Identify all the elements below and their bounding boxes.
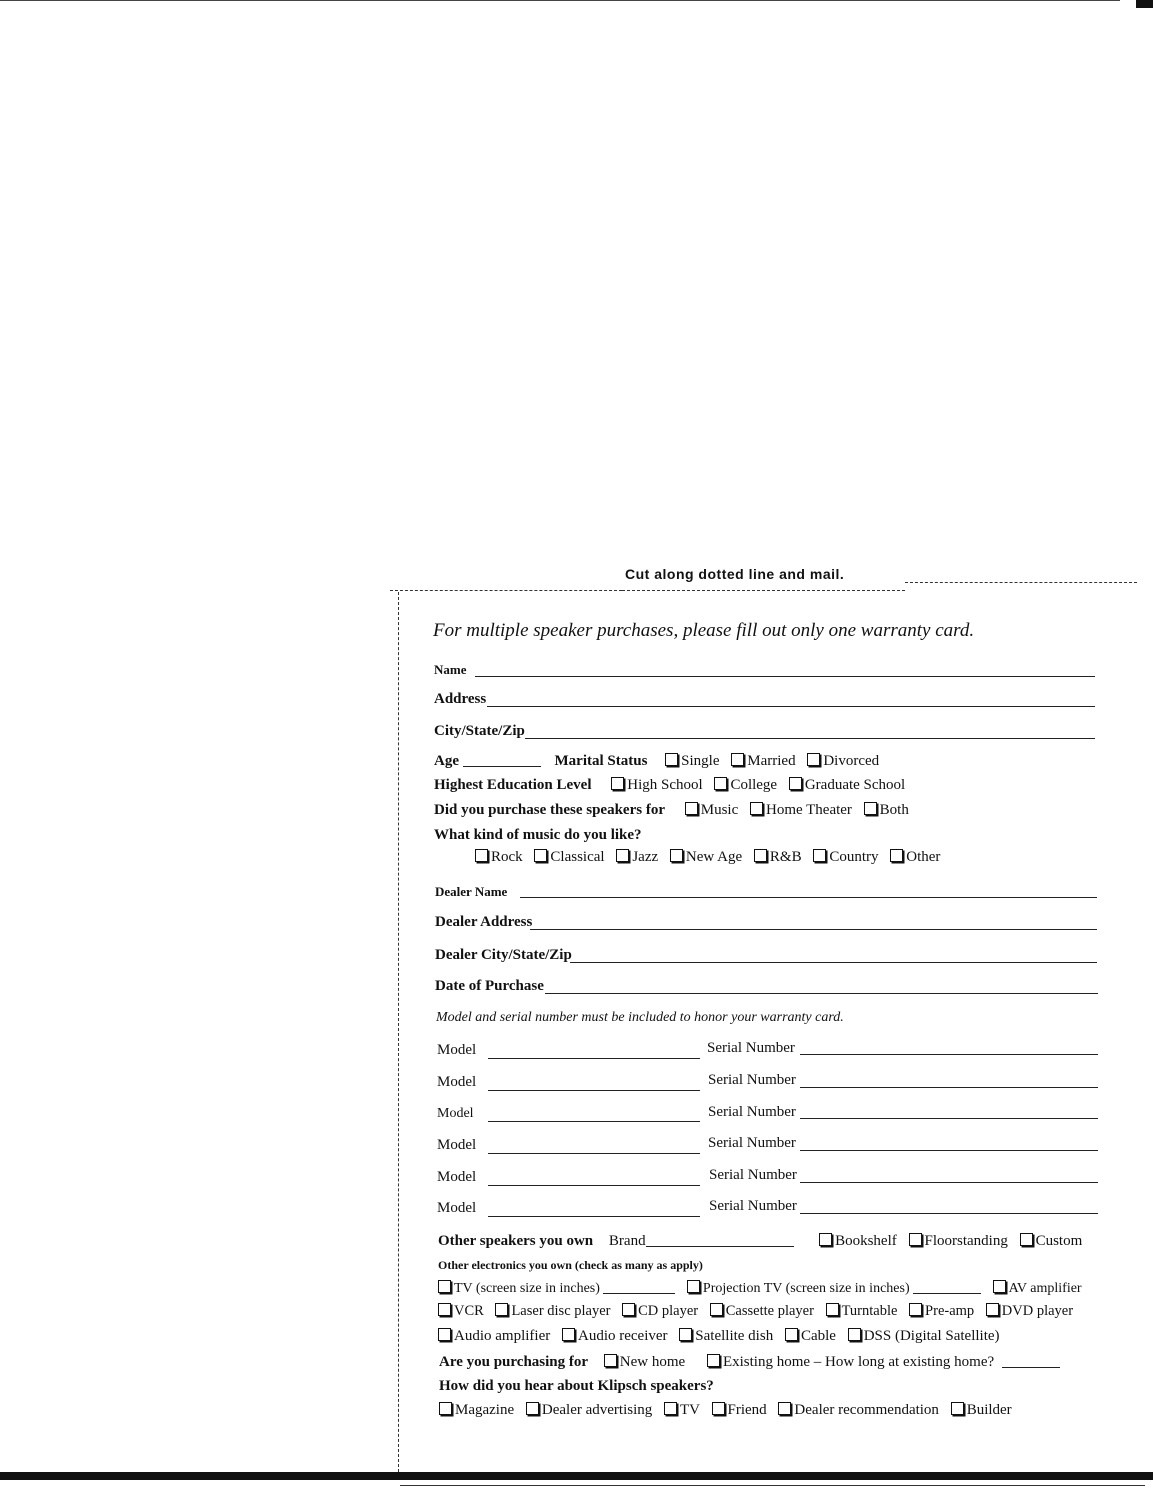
dealer-recommendation-label: Dealer recommendation	[794, 1402, 939, 1418]
city-label: City/State/Zip	[434, 723, 525, 739]
tv-checkbox[interactable]	[438, 1280, 451, 1293]
model-label-6: Model	[437, 1200, 477, 1216]
city-field[interactable]	[525, 738, 1095, 739]
serial-label-4: Serial Number	[708, 1135, 796, 1151]
pre-amp-label: Pre-amp	[925, 1303, 975, 1319]
cassette-label: Cassette player	[725, 1303, 814, 1319]
custom-label: Custom	[1035, 1233, 1083, 1249]
custom-checkbox[interactable]	[1020, 1233, 1033, 1246]
serial-label-5: Serial Number	[709, 1167, 797, 1183]
tv-label: TV (screen size in inches)	[454, 1281, 600, 1296]
friend-label: Friend	[727, 1402, 767, 1418]
top-edge-line	[0, 0, 1120, 1]
dealer-city-label: Dealer City/State/Zip	[435, 947, 572, 963]
vcr-checkbox[interactable]	[438, 1303, 451, 1316]
projection-size-field[interactable]	[913, 1279, 981, 1294]
existing-home-checkbox[interactable]	[707, 1354, 720, 1367]
tv-ad-label: TV	[680, 1402, 700, 1418]
dealer-advertising-label: Dealer advertising	[541, 1402, 653, 1418]
model-label-2: Model	[437, 1074, 477, 1090]
classical-label: Classical	[550, 849, 605, 865]
dvd-player-checkbox[interactable]	[986, 1303, 999, 1316]
model-field-5[interactable]	[488, 1185, 700, 1186]
pre-amp-checkbox[interactable]	[909, 1303, 922, 1316]
dss-label: DSS (Digital Satellite)	[863, 1328, 1000, 1344]
country-label: Country	[829, 849, 879, 865]
home-theater-checkbox[interactable]	[750, 802, 763, 815]
av-amplifier-checkbox[interactable]	[993, 1280, 1006, 1293]
high-school-label: High School	[627, 777, 703, 793]
dealer-recommendation-checkbox[interactable]	[778, 1402, 791, 1415]
name-field[interactable]	[475, 676, 1095, 677]
dvd-player-label: DVD player	[1001, 1303, 1074, 1319]
existing-home-field[interactable]	[1002, 1353, 1060, 1368]
serial-field-3[interactable]	[800, 1118, 1098, 1119]
other-speakers-row	[438, 1232, 1082, 1250]
new-age-label: New Age	[685, 849, 743, 865]
high-school-checkbox[interactable]	[611, 777, 624, 790]
tv-ad-checkbox[interactable]	[664, 1402, 677, 1415]
model-field-1[interactable]	[488, 1058, 700, 1059]
vcr-label: VCR	[454, 1303, 484, 1319]
music-label: Music	[700, 802, 739, 818]
address-label: Address	[434, 691, 487, 707]
model-label-3: Model	[437, 1106, 474, 1121]
hear-label: How did you hear about Klipsch speakers?	[439, 1378, 714, 1394]
purpose-label: Did you purchase these speakers for	[434, 802, 665, 818]
music-options-row	[475, 849, 940, 866]
av-amplifier-label: AV amplifier	[1008, 1281, 1082, 1296]
audio-amplifier-checkbox[interactable]	[438, 1328, 451, 1341]
address-field[interactable]	[487, 706, 1095, 707]
magazine-label: Magazine	[455, 1402, 515, 1418]
home-theater-label: Home Theater	[765, 802, 852, 818]
bookshelf-label: Bookshelf	[835, 1233, 897, 1249]
purchasing-row	[439, 1353, 1060, 1371]
audio-receiver-checkbox[interactable]	[562, 1328, 575, 1341]
laser-disc-label: Laser disc player	[511, 1303, 611, 1319]
brand-label: Brand	[608, 1233, 646, 1249]
purpose-row	[434, 802, 909, 819]
dealer-address-field[interactable]	[530, 929, 1097, 930]
serial-field-5[interactable]	[800, 1182, 1098, 1183]
new-age-checkbox[interactable]	[670, 849, 683, 862]
new-home-label: New home	[619, 1354, 686, 1370]
dealer-advertising-checkbox[interactable]	[526, 1402, 539, 1415]
serial-field-4[interactable]	[800, 1150, 1098, 1151]
rock-checkbox[interactable]	[475, 849, 488, 862]
magazine-checkbox[interactable]	[439, 1402, 452, 1415]
serial-field-1[interactable]	[800, 1054, 1098, 1055]
bottom-edge-bar	[0, 1472, 1153, 1480]
dss-checkbox[interactable]	[848, 1328, 861, 1341]
model-field-2[interactable]	[488, 1090, 700, 1091]
projection-tv-label: Projection TV (screen size in inches)	[702, 1281, 910, 1296]
serial-label-3: Serial Number	[708, 1104, 796, 1120]
age-marital-row	[434, 752, 879, 770]
dealer-name-field[interactable]	[520, 897, 1097, 898]
tv-size-field[interactable]	[603, 1279, 675, 1294]
form-heading: For multiple speaker purchases, please fill out only one warranty card.	[433, 620, 975, 641]
divorced-checkbox[interactable]	[807, 753, 820, 766]
bookshelf-checkbox[interactable]	[819, 1233, 832, 1246]
laser-disc-checkbox[interactable]	[495, 1303, 508, 1316]
both-checkbox[interactable]	[864, 802, 877, 815]
electronics-row-2	[438, 1303, 1073, 1320]
marital-label: Marital Status	[554, 753, 648, 769]
model-label-1: Model	[437, 1042, 477, 1058]
floorstanding-label: Floorstanding	[924, 1233, 1008, 1249]
married-checkbox[interactable]	[731, 753, 744, 766]
date-label: Date of Purchase	[435, 978, 544, 994]
rock-label: Rock	[491, 849, 523, 865]
corner-mark	[1136, 0, 1153, 8]
dealer-city-field[interactable]	[570, 962, 1097, 963]
audio-amplifier-label: Audio amplifier	[454, 1328, 551, 1344]
graduate-checkbox[interactable]	[789, 777, 802, 790]
rnb-label: R&B	[769, 849, 802, 865]
hear-options-row	[439, 1402, 1012, 1419]
dealer-address-label: Dealer Address	[435, 914, 533, 930]
classical-checkbox[interactable]	[534, 849, 547, 862]
serial-label-6: Serial Number	[709, 1198, 797, 1214]
friend-checkbox[interactable]	[712, 1402, 725, 1415]
builder-checkbox[interactable]	[951, 1402, 964, 1415]
new-home-checkbox[interactable]	[604, 1354, 617, 1367]
cable-checkbox[interactable]	[785, 1328, 798, 1341]
other-checkbox[interactable]	[890, 849, 903, 862]
electronics-label: Other electronics you own (check as many as apply)	[438, 1258, 703, 1272]
cut-dotted-line-top	[390, 590, 622, 591]
both-label: Both	[879, 802, 909, 818]
cd-player-label: CD player	[638, 1303, 699, 1319]
divorced-label: Divorced	[823, 753, 880, 769]
cd-player-checkbox[interactable]	[622, 1303, 635, 1316]
serial-field-6[interactable]	[800, 1213, 1098, 1214]
bottom-edge-line	[400, 1485, 1145, 1486]
age-field[interactable]	[463, 752, 541, 767]
rnb-checkbox[interactable]	[754, 849, 767, 862]
country-checkbox[interactable]	[813, 849, 826, 862]
model-note: Model and serial number must be included to honor your warranty card.	[436, 1010, 844, 1025]
music-checkbox[interactable]	[685, 802, 698, 815]
education-row	[434, 777, 905, 794]
model-label-5: Model	[437, 1169, 477, 1185]
serial-label-1: Serial Number	[707, 1040, 795, 1056]
satellite-dish-label: Satellite dish	[695, 1328, 774, 1344]
projection-tv-checkbox[interactable]	[687, 1280, 700, 1293]
jazz-checkbox[interactable]	[616, 849, 629, 862]
model-field-3[interactable]	[488, 1121, 700, 1122]
other-label: Other	[906, 849, 941, 865]
satellite-dish-checkbox[interactable]	[679, 1328, 692, 1341]
single-checkbox[interactable]	[665, 753, 678, 766]
model-label-4: Model	[437, 1137, 477, 1153]
college-label: College	[730, 777, 778, 793]
serial-field-2[interactable]	[800, 1087, 1098, 1088]
cable-label: Cable	[800, 1328, 836, 1344]
purchasing-label: Are you purchasing for	[439, 1354, 589, 1370]
date-field[interactable]	[545, 993, 1098, 994]
brand-field[interactable]	[646, 1232, 794, 1247]
serial-label-2: Serial Number	[708, 1072, 796, 1088]
cut-instruction: Cut along dotted line and mail.	[625, 566, 845, 582]
college-checkbox[interactable]	[714, 777, 727, 790]
existing-home-label: Existing home – How long at existing home?	[722, 1354, 995, 1370]
name-label: Name	[434, 662, 467, 677]
electronics-row-3	[438, 1328, 1000, 1345]
dealer-name-label: Dealer Name	[435, 884, 508, 899]
turntable-checkbox[interactable]	[826, 1303, 839, 1316]
age-label: Age	[434, 753, 459, 769]
model-field-6[interactable]	[488, 1216, 700, 1217]
model-field-4[interactable]	[488, 1153, 700, 1154]
cut-dotted-line-left	[398, 592, 399, 1472]
single-label: Single	[681, 753, 720, 769]
cassette-checkbox[interactable]	[710, 1303, 723, 1316]
cut-dotted-line-right	[905, 582, 1137, 583]
music-question: What kind of music do you like?	[434, 827, 642, 843]
turntable-label: Turntable	[841, 1303, 898, 1319]
floorstanding-checkbox[interactable]	[909, 1233, 922, 1246]
other-speakers-label: Other speakers you own	[438, 1233, 594, 1249]
married-label: Married	[747, 753, 796, 769]
graduate-label: Graduate School	[804, 777, 906, 793]
jazz-label: Jazz	[632, 849, 659, 865]
education-label: Highest Education Level	[434, 777, 592, 793]
electronics-row-1	[438, 1279, 1082, 1297]
cut-dotted-line-top2	[622, 590, 905, 591]
audio-receiver-label: Audio receiver	[577, 1328, 668, 1344]
builder-label: Builder	[966, 1402, 1012, 1418]
